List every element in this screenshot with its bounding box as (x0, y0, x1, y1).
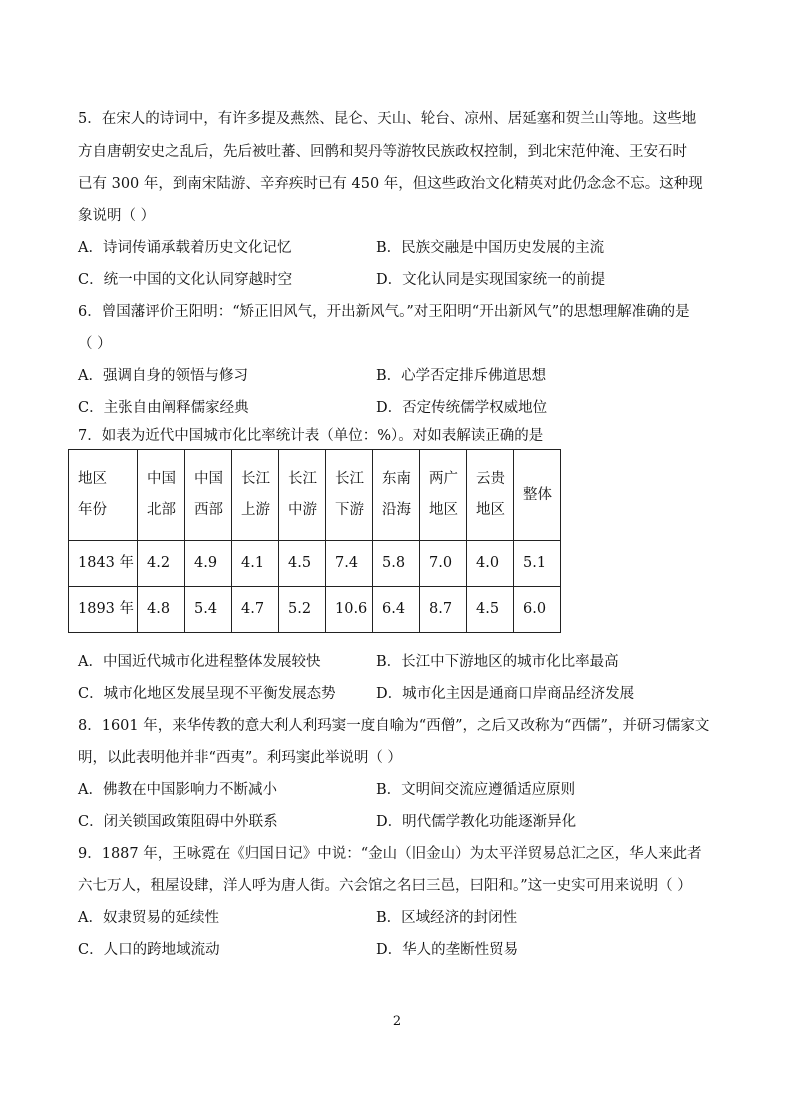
header-text: 沿海 (382, 502, 411, 518)
q7-stem: 7．如表为近代中国城市化比率统计表（单位：%）。对如表解读正确的是 (78, 428, 544, 444)
table-header-cell (420, 450, 467, 541)
table-cell: 10.6 (326, 587, 373, 633)
header-text: 两广 (429, 471, 458, 487)
q7-option-d: D．城市化主因是通商口岸商品经济发展 (376, 686, 635, 702)
table-cell: 4.2 (138, 541, 185, 587)
header-text: 长江 (241, 471, 270, 487)
q9-option-b: B．区域经济的封闭性 (376, 910, 518, 926)
q5-option-b: B．民族交融是中国历史发展的主流 (376, 240, 605, 256)
table-header-cell (373, 450, 420, 541)
table-cell: 4.0 (467, 541, 514, 587)
q9-option-a: A．奴隶贸易的延续性 (78, 910, 219, 926)
header-text: 北部 (147, 502, 176, 518)
header-year-label: 年份 (78, 502, 107, 518)
table-header-cell (514, 450, 561, 541)
q5-line-2: 方自唐朝安史之乱后，先后被吐蕃、回鹘和契丹等游牧民族政权控制，到北宋范仲淹、王安石时 (78, 144, 687, 160)
table-cell: 4.9 (185, 541, 232, 587)
table-cell: 7.4 (326, 541, 373, 587)
q5-line-3: 已有 300 年，到南宋陆游、辛弃疾时已有 450 年，但这些政治文化精英对此仍念念不忘。这种现 (78, 176, 703, 192)
table-header-cell (138, 450, 185, 541)
q6-line-2: （ ） (78, 336, 112, 352)
q6-option-c: C．主张自由阐释儒家经典 (78, 400, 249, 416)
table-cell: 5.1 (514, 541, 561, 587)
header-text: 云贵 (476, 471, 505, 487)
table-header-cell (69, 450, 138, 541)
table-header-row (69, 450, 561, 541)
q7-option-b: B．长江中下游地区的城市化比率最高 (376, 654, 619, 670)
table-cell: 1893 年 (69, 587, 138, 633)
q8-option-b: B．文明间交流应遵循适应原则 (376, 782, 576, 798)
table-header-cell (326, 450, 373, 541)
urbanization-table (68, 449, 561, 633)
q6-option-b: B．心学否定排斥佛道思想 (376, 368, 547, 384)
q8-option-c: C．闭关锁国政策阻碍中外联系 (78, 814, 278, 830)
q9-line-2: 六七万人，租屋设肆，洋人呼为唐人街。六会馆之名曰三邑，曰阳和。”这一史实可用来说明（ ） (78, 878, 692, 894)
table-header-cell (232, 450, 279, 541)
header-text: 上游 (241, 502, 270, 518)
q7-option-c: C．城市化地区发展呈现不平衡发展态势 (78, 686, 336, 702)
table-cell: 4.1 (232, 541, 279, 587)
q6-line-1: 6．曾国藩评价王阳明：“矫正旧风气，开出新风气。”对王阳明“开出新风气”的思想理解准确的是 (78, 304, 690, 320)
q9-option-c: C．人口的跨地域流动 (78, 942, 220, 958)
table-cell: 8.7 (420, 587, 467, 633)
header-text: 西部 (194, 502, 223, 518)
table-row (69, 541, 561, 587)
table-cell: 1843 年 (69, 541, 138, 587)
table-cell: 6.4 (373, 587, 420, 633)
table-cell: 4.5 (467, 587, 514, 633)
q9-option-d: D．华人的垄断性贸易 (376, 942, 519, 958)
table-row (69, 587, 561, 633)
q7-option-a: A．中国近代城市化进程整体发展较快 (78, 654, 321, 670)
header-text: 地区 (476, 502, 505, 518)
q9-line-1: 9．1887 年，王咏霓在《归国日记》中说：“金山（旧金山）为太平洋贸易总汇之区，华人来此者 (78, 846, 702, 862)
table-cell: 4.5 (279, 541, 326, 587)
table-cell: 7.0 (420, 541, 467, 587)
q5-option-d: D．文化认同是实现国家统一的前提 (376, 272, 606, 288)
table-header-cell (467, 450, 514, 541)
q8-option-a: A．佛教在中国影响力不断减小 (78, 782, 277, 798)
table-header-cell (185, 450, 232, 541)
page-number: 2 (392, 1014, 402, 1029)
header-region-label: 地区 (78, 471, 107, 487)
header-text: 地区 (429, 502, 458, 518)
header-text: 中游 (288, 502, 317, 518)
table-header-cell (279, 450, 326, 541)
header-text: 整体 (523, 486, 552, 503)
q5-line-1: 5．在宋人的诗词中，有许多提及燕然、昆仑、天山、轮台、凉州、居延塞和贺兰山等地。这些地 (78, 111, 697, 127)
header-text: 长江 (288, 471, 317, 487)
table-cell: 5.8 (373, 541, 420, 587)
q5-option-c: C．统一中国的文化认同穿越时空 (78, 272, 293, 288)
q5-line-4: 象说明（ ） (78, 208, 156, 224)
q8-line-1: 8．1601 年，来华传教的意大利人利玛窦一度自喻为“西僧”，之后又改称为“西儒”，并研习儒家文 (78, 718, 710, 734)
q5-option-a: A．诗词传诵承载着历史文化记忆 (78, 240, 292, 256)
q6-option-a: A．强调自身的领悟与修习 (78, 368, 248, 384)
header-text: 中国 (194, 471, 223, 487)
table-cell: 4.8 (138, 587, 185, 633)
q8-option-d: D．明代儒学教化功能逐渐异化 (376, 814, 577, 830)
table-cell: 6.0 (514, 587, 561, 633)
header-text: 下游 (335, 502, 364, 518)
header-text: 长江 (335, 471, 364, 487)
q6-option-d: D．否定传统儒学权威地位 (376, 400, 548, 416)
q8-line-2: 明，以此表明他并非“西夷”。利玛窦此举说明（ ） (78, 750, 402, 766)
table-cell: 4.7 (232, 587, 279, 633)
table-cell: 5.4 (185, 587, 232, 633)
table-cell: 5.2 (279, 587, 326, 633)
header-text: 东南 (382, 471, 411, 487)
header-text: 中国 (147, 471, 176, 487)
